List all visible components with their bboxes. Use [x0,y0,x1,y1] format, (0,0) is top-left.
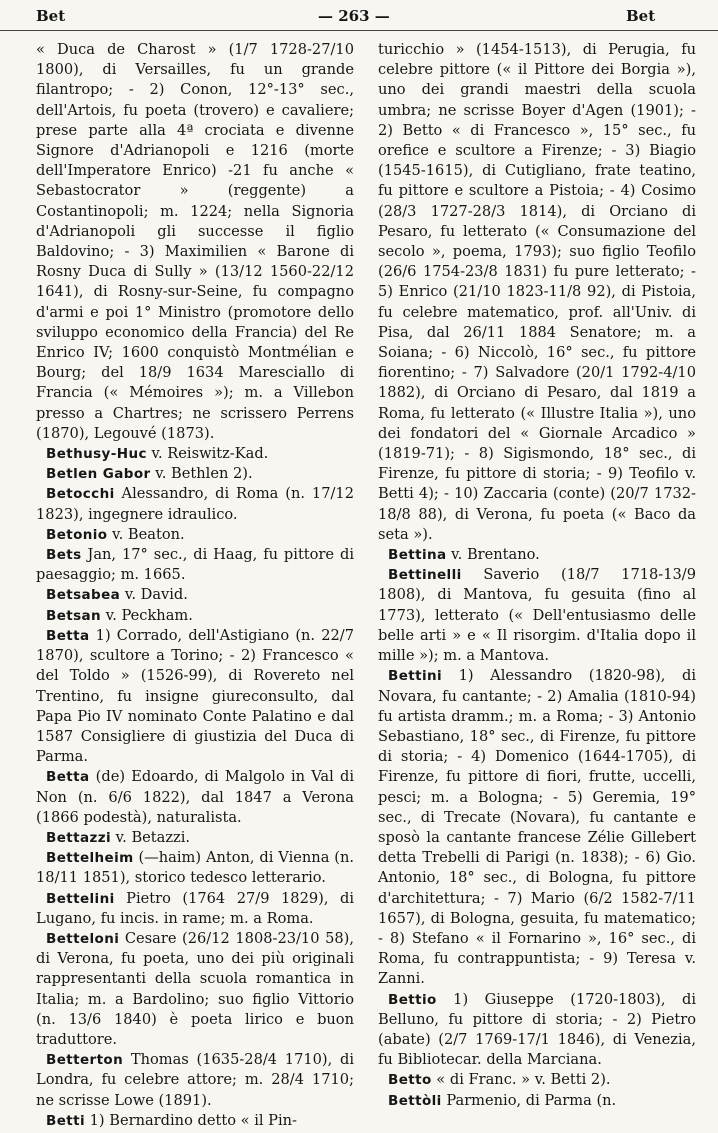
entry-text: v. Peckham. [105,606,193,624]
entry-headword: Betta [46,627,90,644]
entry-text: 1) Bernardino detto « il Pin- [89,1111,297,1129]
entry-text: v. Bethlen 2). [155,465,253,483]
entry [36,545,354,585]
entry-headword: Betonio [46,526,108,543]
entry [36,484,354,524]
entry-text: v. David. [124,586,188,604]
entry-headword: Bets [46,547,82,564]
entry [36,444,354,464]
entry-text: (—haim) Anton, di Vienna (n. 18/11 1851), storico tedesco letterario. [36,849,354,887]
entry [36,767,354,828]
entry-text: Alessandro, di Roma (n. 17/12 1823), ingegnere idraulico. [36,485,354,523]
entry-text: 1) Giuseppe (1720-1803), di Belluno, fu pittore di storia; - 2) Pietro (abate) (2/7 1769-17/1 1846), di Venezia, fu Bibliotecar. della Marciana. [378,990,697,1069]
entry-text: v. Brentano. [451,546,540,564]
entry-headword: Bettòli [388,1092,442,1109]
entry-headword: Bettio [388,991,437,1008]
entry-headword: Bettina [388,547,447,564]
entry-text: Saverio (18/7 1718-13/9 1808), di Mantova, fu gesuita (fino al 1773), letterato (« Dell'entusiasmo delle belle arti » e « Il risorgim. d'Italia dopo il mille »); m. a Mantova. [378,566,696,665]
entry-text: turicchio » (1454-1513), di Perugia, fu celebre pittore (« il Pittore dei Borgia »), uno dei grandi maestri della scuola umbra; ne scrisse Boyer d'Agen (1901); - 2) Betto « di Francesco », 15° sec., fu orefice e scultore a Firenze; - 3) Biagio (1545-1615), di Cutigliano, frate teatino, fu pittore e scultore a Pistoia; - 4) Cosimo (28/3 1727-28/3 1814), di Orciano di Pesaro, fu letterato (« Consumazione del secolo », poema, 1793); suo figlio Teofilo (26/6 1754-23/8 1831) fu pure letterato; - 5) Enrico (21/10 1823-11/8 92), di Pistoia, fu celebre matematico, prof. all'Univ. di Pisa, dal 26/11 1884 Senatore; m. a Soiana; - 6) Niccolò, 16° sec., fu pittore fiorentino; - 7) Salvadore (20/1 1792-4/10 1882), di Orciano di Pesaro, dal 1819 a Roma, fu letterato (« Illustre Italia »), uno dei fondatori del « Giornale Arcadico » (1819-71); - 8) Sigismondo, 18° sec., di Firenze, fu pittore di storia; - 9) Teofilo v. Betti 4); - 10) Zaccaria (conte) (20/7 1732-18/8 88), di Verona, fu poeta (« Baco da seta »). [378,41,696,543]
entry-text: (de) Edoardo, di Malgolo in Val di Non (n. 6/6 1822), dal 1847 a Verona (1866 podestà), naturalista. [36,768,354,826]
entry-headword: Bettazzi [46,829,112,846]
entry [378,40,696,545]
entry-headword: Betsabea [46,587,121,604]
entry-text: Thomas (1635-28/4 1710), di Londra, fu celebre attore; m. 28/4 1710; ne scrisse Lowe (1891). [36,1051,354,1109]
entry [378,545,696,565]
entry-text: v. Reiswitz-Kad. [151,445,269,463]
entry [378,990,696,1071]
entry [36,929,354,1050]
entry-text: v. Beaton. [112,525,185,543]
entry-headword: Betta [46,769,90,786]
entry-headword: Bethusy-Huc [46,446,147,463]
entry [36,585,354,605]
entry-headword: Betsan [46,607,102,624]
entry-text: 1) Alessandro (1820-98), di Novara, fu cantante; - 2) Amalia (1810-94) fu artista dramm.; m. a Roma; - 3) Antonio Sebastiano, 18° sec., di Firenze, fu pittore di storia; - 4) Domenico (1644-1705), di Firenze, fu pittore di fiori, frutte, uccelli, pesci; m. a Bologna; - 5) Geremia, 19° sec., di Trecate (Novara), fu cantante e sposò la cantante francese Zélie Gillebert detta Trebelli di Parigi (n. 1838); - 6) Gio. Antonio, 18° sec., di Bologna, fu pittore d'architettura; - 7) Mario (6/2 1582-7/11 1657), di Bologna, gesuita, fu matematico; - 8) Stefano « il Fornarino », 16° sec., di Roma, fu contrappuntista; - 9) Teresa v. Zanni. [378,667,696,988]
entry [36,828,354,848]
entry-text: Jan, 17° sec., di Haag, fu pittore di paesaggio; m. 1665. [36,546,354,584]
entry-headword: Bettini [388,668,443,685]
entry [378,565,696,666]
header-left-guide-word: Bet [36,7,66,25]
entry [378,1091,696,1111]
entry [36,889,354,929]
entry-headword: Betlen Gabor [46,466,151,483]
entry [36,848,354,888]
entry [378,1070,696,1090]
entry-text: « di Franc. » v. Betti 2). [436,1071,611,1089]
entry [36,606,354,626]
right-column [378,40,696,1111]
entry-headword: Bettelheim [46,850,134,867]
entry-text: Cesare (26/12 1808-23/10 58), di Verona, fu poeta, uno dei più originali rappresentanti della scuola romantica in Italia; m. a Bardolino; suo figlio Vittorio (n. 13/6 1840) è poeta lirico e buon traduttore. [36,929,354,1048]
entry-headword: Betto [388,1072,432,1089]
entry-text: Parmenio, di Parma (n. [446,1091,617,1109]
entry [378,666,696,989]
left-column [36,40,354,1131]
entry-headword: Betterton [46,1052,124,1069]
page-number: — 263 — [318,7,390,25]
entry [36,464,354,484]
entry [36,626,354,767]
entry-headword: Betti [46,1112,85,1129]
entry-text: 1) Corrado, dell'Astigiano (n. 22/7 1870), scultore a Torino; - 2) Francesco « del Toldo » (1526-99), di Rovereto nel Trentino, fu insigne giureconsulto, dal Papa Pio IV nominato Conte Palatino e dal 1587 Consigliere di giustizia del Duca di Parma. [36,626,354,766]
entry-headword: Bettelini [46,890,115,907]
entry-headword: Bettinelli [388,567,462,584]
entry [36,40,354,444]
entry-text: v. Betazzi. [115,828,191,846]
header-right-guide-word: Bet [626,7,656,25]
entry [36,1111,354,1131]
page-header [0,4,718,31]
entry [36,525,354,545]
entry-headword: Betteloni [46,930,120,947]
entry-headword: Betocchi [46,486,115,503]
entry-text: Pietro (1764 27/9 1829), di Lugano, fu incis. in rame; m. a Roma. [36,889,354,927]
entry [36,1050,354,1111]
entry-text: « Duca de Charost » (1/7 1728-27/10 1800), di Versailles, fu un grande filantropo; - 2) Conon, 12°-13° sec., dell'Artois, fu poeta (trovero) e cavaliere; prese parte alla 4ª crociata e divenne Signore d'Adrianopoli e 1216 (morte dell'Imperatore Enrico) -21 fu anche « Sebastocrator » (reggente) a Costantinopoli; m. 1224; nella Signoria d'Adrianopoli gli successe il figlio Baldovino; - 3) Maximilien « Barone di Rosny Duca di Sully » (13/12 1560-22/12 1641), di Rosny-sur-Seine, fu compagno d'armi e poi 1° Ministro (promotore dello sviluppo economico della Francia) del Re Enrico IV; 1600 conquistò Montmélian e Bourg; del 18/9 1634 Maresciallo di Francia (« Mémoires »); m. a Villebon presso a Chartres; ne scrissero Perrens (1870), Legouvé (1873). [36,41,354,442]
